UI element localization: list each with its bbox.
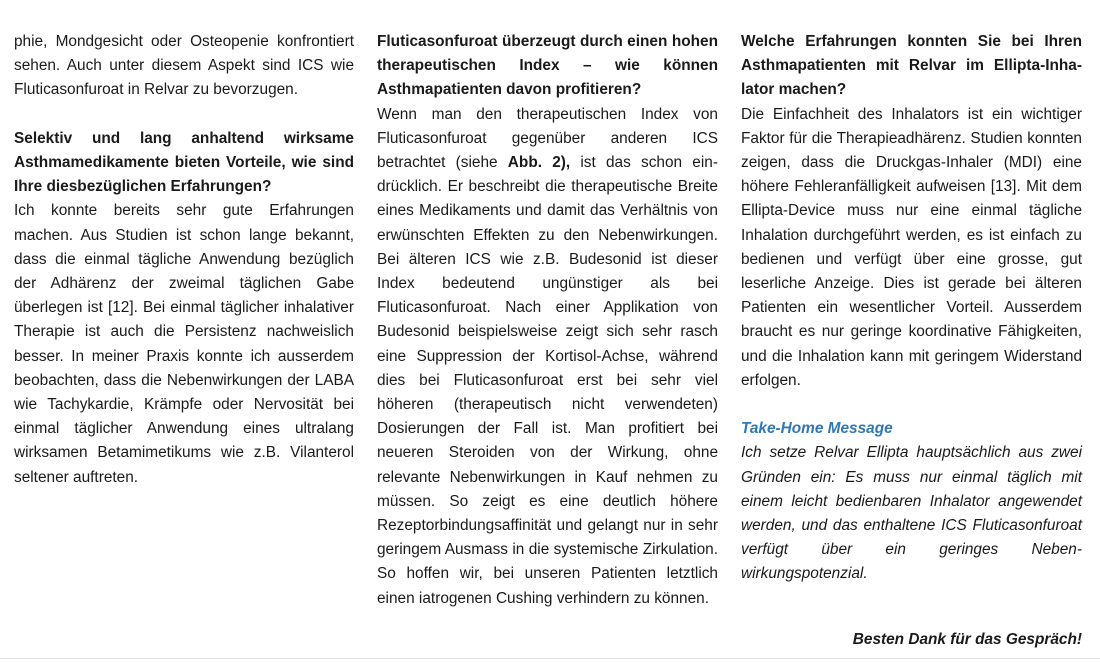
question-heading-ellipta: Welche Erfahrungen konnten Sie bei Ihren Asthmapatienten mit Relvar im Ellipta-Inhalator machen?: [741, 33, 1082, 99]
paragraph-inhaler: Die Einfachheit des Inhalators ist ein wichtiger Faktor für die Therapieadhärenz. Studien konnten zeigen, dass die Druckgas-Inhaler (MDI) eine höhere Fehleranfälligkeit aufweisen [13]. Mit dem Ellipta-Device muss nur eine einmal tägliche Inhalation durchgeführt werden, es ist einfach zu bedienen und verfügt über eine grosse, gut leserliche Anzeige. Dies ist gerade bei älteren Patienten ein wesentlicher Vorteil. Ausserdem braucht es nur geringe koordinative Fähigkeiten, und die Inhalation kann mit geringem Widerstand erfolgen.: [741, 105, 1082, 389]
text-segment: ist das schon eindrücklich. Er beschreibt die therapeutische Breite eines Medikaments und damit das Verhältnis von erwünschten Effekten zu den Nebenwirkungen. Bei älteren ICS wie z.B. Budesonid ist dieser Index bedeutend ungünstiger als bei Fluticasonfuroat. Nach einer Applikation von Budesonid beispielsweise zeigt sich sehr rasch eine Suppression der Kortisol-Achse, während dies bei Fluticasonfuroat erst bei sehr viel höheren (therapeutisch nicht verwendeten) Dosierungen der Fall ist. Man profitiert bei neueren Steroiden von der Wirkung, ohne relevante Nebenwirkungen in Kauf nehmen zu müssen. So zeigt es eine deutlich höhere Rezeptorbindungsaffinität und gelangt nur in sehr geringem Ausmass in die systemische Zirkulation. So hoffen wir, bei unseren Patienten letztlich einen iatrogenen Cushing verhindern zu können.: [377, 154, 718, 607]
text-segment: Wenn man den therapeutischen Index von Fluticasonfuroat gegenüber anderen ICS betrachtet (siehe: [377, 105, 718, 172]
take-home-title: Take-Home Message: [741, 420, 893, 438]
figure-reference: Abb. 2),: [507, 154, 571, 172]
bottom-divider: [0, 658, 1100, 659]
question-heading-therapeutic-index: Fluticasonfuroat überzeugt durch einen hohen therapeutischen Index – wie können Asthmapatienten davon profitieren?: [377, 33, 718, 99]
paragraph-therapeutic-index: [377, 103, 718, 611]
take-home-text: Ich setze Relvar Ellipta hauptsächlich aus zwei Gründen ein: Es muss nur einmal täglich mit einem leicht bedienbaren Inhalator angewendet werden, und das enthaltene ICS Fluticasonfuroat verfügt über ein geringes Nebenwirkungspotenzial.: [741, 444, 1082, 583]
column-2: [377, 30, 718, 611]
column-3: [741, 30, 1082, 587]
closing-thanks: Besten Dank für das Gespräch!: [852, 631, 1082, 648]
paragraph-osteopenia: phie, Mondgesicht oder Osteopenie konfrontiert sehen. Auch unter diesem Aspekt sind ICS wie Fluticasonfuroat in Relvar zu bevorzugen.: [14, 33, 354, 99]
column-1: [14, 30, 354, 490]
paragraph-experience: Ich konnte bereits sehr gute Erfahrungen machen. Aus Studien ist schon lange bekannt, dass die einmal tägliche Anwendung bezüglich der Adhärenz der zweimal täglichen Gabe überlegen ist [12]. Bei einmal täglicher inhalativer Therapie ist auch die Persistenz nachweislich besser. In meiner Praxis konnte ich ausserdem beobachten, dass die Nebenwirkungen der LABA wie Tachykardie, Krämpfe oder Nervosität bei einmal täglicher Anwendung eines ultralang wirksamen Betamimetikums wie z.B. Vilanterol seltener auftreten.: [14, 202, 354, 486]
question-heading-selective: Selektiv und lang anhaltend wirksame Asthmamedikamente bieten Vorteile, wie sind Ihre diesbezüglichen Erfahrungen?: [14, 129, 354, 196]
